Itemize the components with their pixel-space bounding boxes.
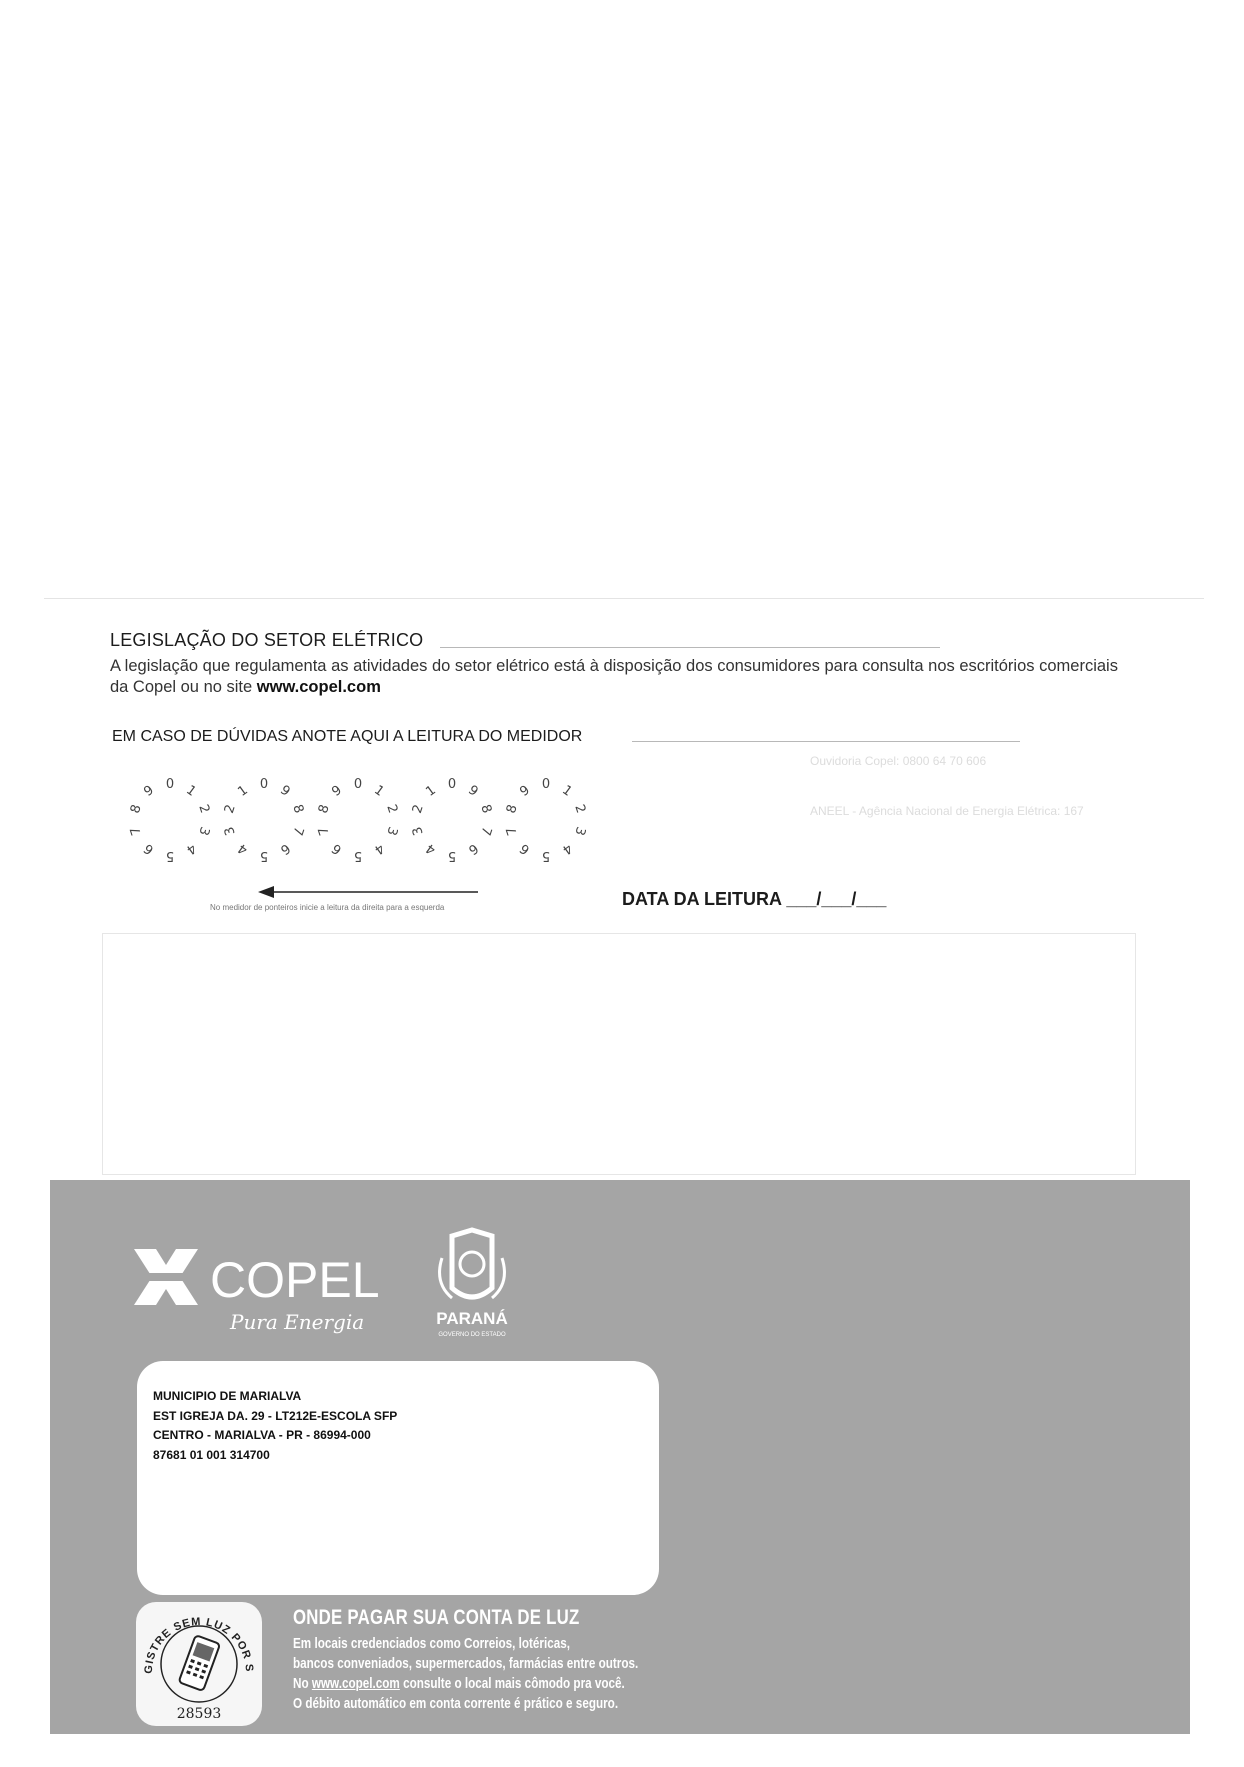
dial-digit: 6 [277,840,293,858]
meter-dial [316,777,400,863]
dial-digit: 5 [165,848,175,863]
sms-number: 28593 [176,1706,222,1722]
dial-digit: 2 [383,802,401,816]
dial-digit: 6 [329,840,345,858]
dial-digit: 2 [221,802,239,816]
meter-dial [410,777,494,863]
ouvidoria-contact: Ouvidoria Copel: 0800 64 70 606 [810,754,987,768]
dial-digit: 7 [503,824,521,838]
data-leitura-blank[interactable]: ___/___/___ [786,889,887,909]
legislacao-title: LEGISLAÇÃO DO SETOR ELÉTRICO [110,630,424,650]
dial-digit: 4 [235,840,251,858]
meter-dial [504,777,588,863]
address-block [153,1387,397,1465]
dial-digit: 5 [541,848,551,863]
legislacao-text-body: A legislação que regulamenta as atividades do setor elétrico está à disposição dos consumidores para consulta nos escritórios comerciais da Copel ou no site [110,657,1118,696]
dial-digit: 0 [353,777,363,792]
brand-name: COPEL [210,1252,380,1308]
dial-digit: 5 [259,848,269,863]
address-line: CENTRO - MARIALVA - PR - 86994-000 [153,1428,371,1442]
dial-digit: 9 [465,782,481,800]
state-name: PARANÁ [436,1309,508,1328]
dial-digit: 8 [503,802,521,816]
dial-digit: 1 [423,782,439,800]
copel-logo [134,1237,434,1337]
data-leitura [622,889,886,910]
dial-digit: 5 [447,848,457,863]
payment-line [293,1674,683,1694]
dial-digit: 0 [541,777,551,792]
blank-info-box [102,933,1136,1175]
payment-line-prefix: No [293,1675,312,1692]
sms-phone-icon [136,1602,262,1726]
sms-badge [136,1602,262,1726]
dial-digit: 1 [183,782,199,800]
copel-site-link[interactable]: www.copel.com [256,678,381,696]
dial-digit: 4 [183,840,199,858]
divider-line [440,647,940,648]
address-window [137,1361,659,1595]
payment-line: bancos conveniados, supermercados, farmácias entre outros. [293,1655,639,1672]
dial-digit: 5 [353,848,363,863]
parana-crest [422,1228,522,1340]
dial-digit: 8 [315,802,333,816]
dial-digit: 8 [127,802,145,816]
dial-digit: 8 [289,802,307,816]
dial-digit: 8 [477,802,495,816]
address-line: MUNICIPIO DE MARIALVA [153,1389,302,1403]
dial-digit: 0 [447,777,457,792]
dial-digit: 0 [259,777,269,792]
sms-arc-text: GISTRE SEM LUZ POR S [142,1615,256,1675]
payment-title: ONDE PAGAR SUA CONTA DE LUZ [293,1606,580,1629]
dial-digit: 3 [571,824,589,838]
left-arrow-icon [258,884,478,900]
meter-dial [128,777,212,863]
brand-slogan: Pura Energia [230,1310,365,1334]
envelope-band [50,1180,1190,1734]
dial-digit: 3 [383,824,401,838]
meter-dials [127,772,630,872]
dial-digit: 6 [465,840,481,858]
meter-dial [222,777,306,863]
dial-digit: 6 [141,840,157,858]
legislacao-text [110,656,1120,698]
dial-digit: 7 [289,824,307,838]
dial-digit: 4 [559,840,575,858]
dial-digit: 3 [195,824,213,838]
dial-digit: 2 [409,802,427,816]
dial-digit: 9 [517,782,533,800]
dial-digit: 9 [329,782,345,800]
dial-digit: 1 [235,782,251,800]
dial-digit: 1 [371,782,387,800]
dial-digit: 7 [127,824,145,838]
payment-info [293,1606,793,1714]
dial-digit: 2 [195,802,213,816]
dial-digit: 1 [559,782,575,800]
dial-digit: 6 [517,840,533,858]
copel-site-link[interactable]: www.copel.com [311,1675,400,1692]
payment-line-suffix: consulte o local mais cômodo pra você. [399,1675,625,1692]
address-line: 87681 01 001 314700 [153,1447,270,1462]
blank-message-area [44,50,1204,599]
address-line: EST IGREJA DA. 29 - LT212E-ESCOLA SFP [153,1408,398,1423]
dial-digit: 4 [371,840,387,858]
dial-digit: 7 [315,824,333,838]
divider-line [632,741,1020,742]
dial-digit: 2 [571,802,589,816]
dial-digit: 4 [423,840,439,858]
dial-digit: 0 [165,777,175,792]
dial-digit: 7 [477,824,495,838]
payment-line: Em locais credenciados como Correios, lotéricas, [293,1635,571,1652]
dial-digit: 3 [221,824,239,838]
state-subtitle: GOVERNO DO ESTADO [438,1332,506,1338]
dial-digit: 9 [277,782,293,800]
dial-digit: 9 [141,782,157,800]
leitura-title: EM CASO DE DÚVIDAS ANOTE AQUI A LEITURA DO MEDIDOR [112,728,583,745]
aneel-contact: ANEEL - Agência Nacional de Energia Elétrica: 167 [810,804,1084,818]
data-leitura-label: DATA DA LEITURA [622,889,782,909]
dial-digit: 3 [409,824,427,838]
reading-direction-note: No medidor de ponteiros inicie a leitura da direita para a esquerda [210,903,445,912]
payment-line: O débito automático em conta corrente é prático e seguro. [293,1695,619,1712]
